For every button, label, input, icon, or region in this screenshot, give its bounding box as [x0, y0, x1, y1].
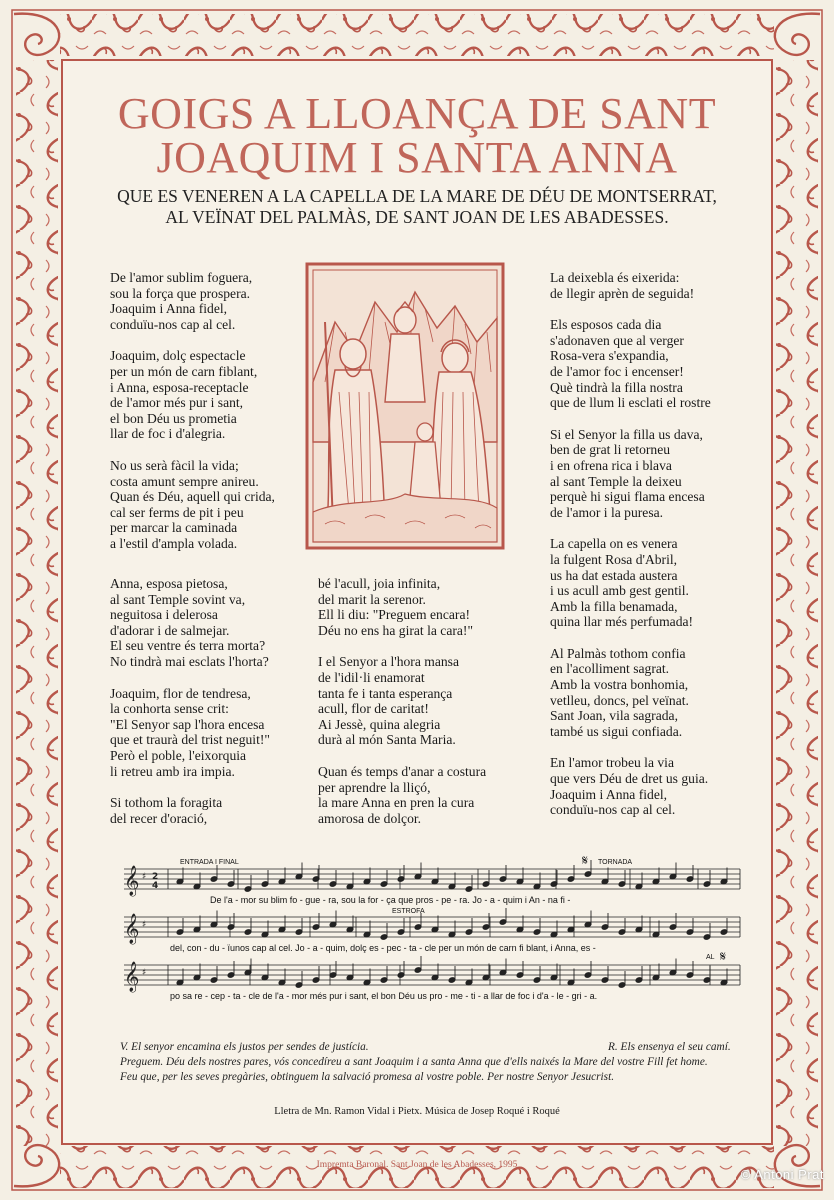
label-entrada-final: ENTRADA I FINAL: [180, 859, 239, 866]
stanza: I el Senyor a l'hora mansa de l'idil·li enamorat tanta fe i tanta esperança acull, flor de caritat! Ai Jessè, quina alegria durà al món Santa Maria.: [318, 654, 459, 748]
verses-left-top: [110, 270, 275, 568]
stanza: Els esposos cada dia s'adonaven que al verger Rosa-vera s'expandia, de l'amor foc i encenser! Què tindrà la filla nostra que de llum li esclati el rostre: [550, 317, 711, 411]
subtitle-line-1: QUE ES VENEREN A LA CAPELLA DE LA MARE DE DÉU DE MONTSERRAT,: [117, 186, 717, 206]
key-signature-sharp: ♯: [142, 872, 147, 882]
prayer-line-2: Feu que, per les seves pregàries, obtinguem la salvació promesa al vostre poble. Per nostre Senyor Jesucrist.: [120, 1071, 615, 1083]
segno-icon: 𝄋: [720, 949, 727, 965]
page-title-line-1: GOIGS A LLOANÇA DE SANT: [117, 89, 717, 138]
stanza: Joaquim, dolç espectacle per un món de carn fiblant, i Anna, esposa-receptacle de l'amor més pur i sant, el bon Déu us prometia llar de foc i d'alegria.: [110, 348, 258, 442]
verses-left-bottom: [110, 576, 270, 842]
stanza: De l'amor sublim foguera, sou la força que prospera. Joaquim i Anna fidel, conduïu-nos cap al cel.: [110, 270, 253, 332]
key-signature-sharp: ♯: [142, 968, 147, 978]
printer-imprint: Impremta Baronal. Sant Joan de les Abadesses, 1995: [316, 1160, 518, 1170]
response: R. Els ensenya el seu camí.: [608, 1041, 731, 1053]
versicle: V. El senyor encamina els justos per sendes de justícia.: [120, 1041, 369, 1053]
stanza: Anna, esposa pietosa, al sant Temple sovint va, neguitosa i delerosa d'adorar i de salmejar. El seu ventre és terra morta? No tindrà mai esclats l'horta?: [110, 576, 269, 669]
stanza: No us serà fàcil la vida; costa amunt sempre anireu. Quan és Déu, aquell qui crida, cal ser ferms de pit i peu per marcar la caminada a l'estil d'ampla volada.: [110, 457, 275, 551]
stanza: En l'amor trobeu la via que vers Déu de dret us guia. Joaquim i Anna fidel, conduïu-nos cap al cel.: [550, 755, 709, 818]
verses-right: [550, 270, 711, 834]
stanza: Al Palmàs tothom confia en l'acolliment sagrat. Amb la vostra bonhomia, vetlleu, doncs, pel veïnat. Sant Joan, vila sagrada, també us sigui confiada.: [550, 645, 689, 739]
stanza: La capella on es venera la fulgent Rosa d'Abril, us ha dat estada austera i us acull amb gest gentil. Amb la filla benamada, quina llar més perfumada!: [550, 536, 694, 630]
stanza: Si el Senyor la filla us dava, ben de grat li retorneu i en ofrena rica i blava al sant Temple la deixeu perquè hi sigui flama encesa de l'amor i la puresa.: [550, 426, 705, 520]
time-signature: 2: [152, 872, 159, 882]
treble-clef-icon: 𝄞: [124, 914, 140, 944]
lyric-line-3: po sa re - cep - ta - cle de l'a - mor més pur i sant, el bon Déu us pro - me - ti - a llar de foc i d'a - le - gri - a.: [170, 991, 598, 1001]
music-score: [110, 855, 750, 1015]
prayer-line-1: Preguem. Déu dels nostres pares, vós concedíreu a sant Joaquim i a santa Anna que d'ells naixés la Mare del vostre Fill fet home.: [120, 1056, 708, 1068]
watermark: © Antoni Prat: [740, 1167, 824, 1182]
page-title-line-2: JOAQUIM I SANTA ANNA: [156, 133, 678, 182]
stanza: bé l'acull, joia infinita, del marit la serenor. Ell li diu: "Preguem encara! Déu no ens ha girat la cara!": [318, 576, 474, 638]
label-al: AL: [706, 954, 715, 961]
verses-middle: [318, 576, 486, 842]
credits: Lletra de Mn. Ramon Vidal i Pietx. Música de Josep Roqué i Roqué: [274, 1106, 560, 1117]
stanza: Si tothom la foragita del recer d'oració,: [110, 795, 223, 826]
stanza: Joaquim, flor de tendresa, la conhorta sense crit: "El Senyor sap l'hora encesa que et traurà del trist neguit!" Però el poble, l'eixorquia li retreu amb ira impia.: [110, 685, 270, 779]
staff-2: [124, 917, 740, 937]
segno-icon: 𝄋: [582, 855, 589, 869]
treble-clef-icon: 𝄞: [124, 866, 140, 896]
label-tornada: TORNADA: [598, 859, 633, 866]
time-signature: 4: [152, 881, 159, 891]
label-estrofa: ESTROFA: [392, 908, 425, 915]
key-signature-sharp: ♯: [142, 920, 147, 930]
lyric-line-2: del, con - du - ïunos cap al cel. Jo - a - quim, dolç es - pec - ta - cle per un món de carn fi blant, i Anna, es -: [170, 943, 596, 953]
subtitle-line-2: AL VEÏNAT DEL PALMÀS, DE SANT JOAN DE LES ABADESSES.: [165, 207, 669, 227]
staff-3: [124, 965, 740, 985]
lyric-line-1: De l'a - mor su blim fo - gue - ra, sou la for - ça que pros - pe - ra. Jo - a - quim i An - na fi -: [210, 895, 571, 905]
stanza: Quan és temps d'anar a costura per aprendre la lliçó, la mare Anna en pren la cura amorosa de dolçor.: [318, 763, 487, 826]
stanza: La deixebla és eixerida: de llegir aprèn de seguida!: [550, 270, 695, 301]
woodcut-illustration: [305, 262, 505, 550]
treble-clef-icon: 𝄞: [124, 962, 140, 992]
